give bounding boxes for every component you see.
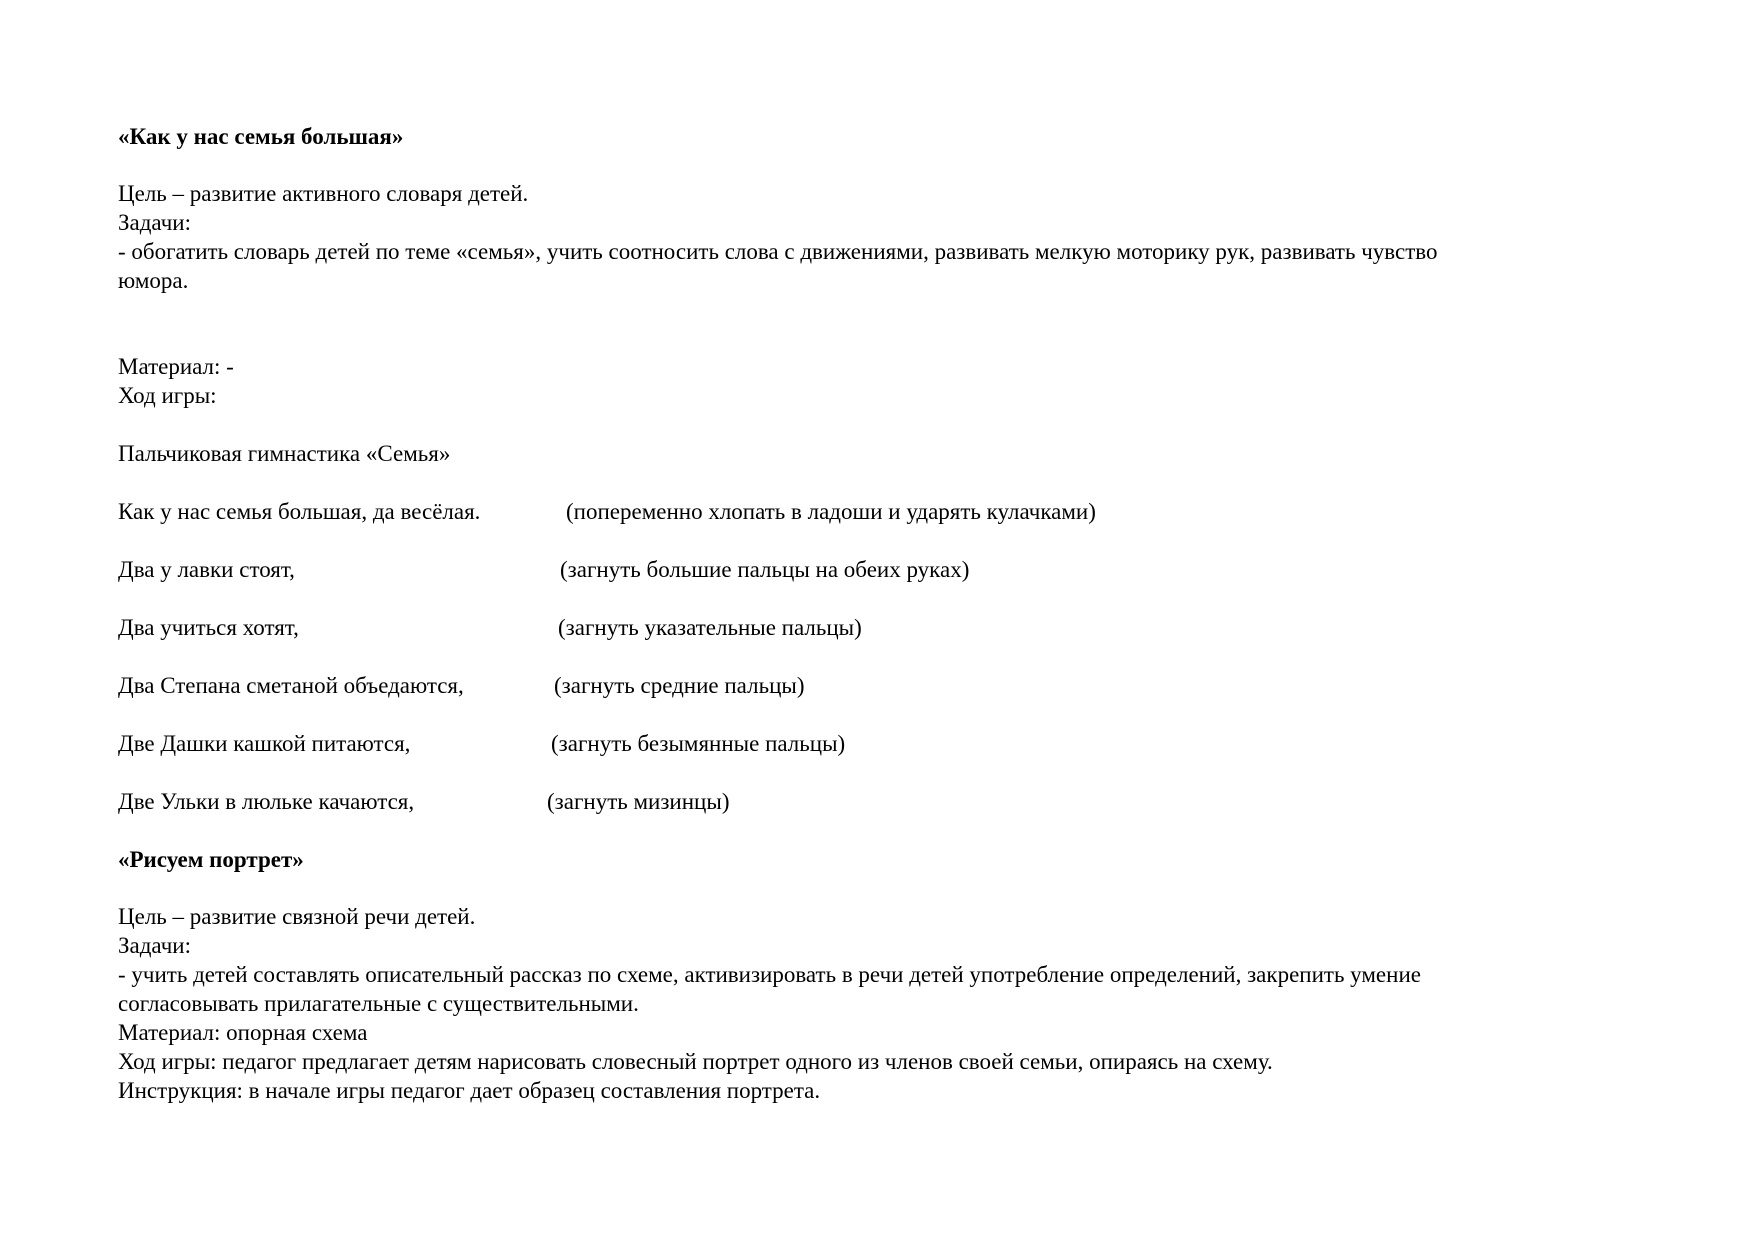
verse-text: Две Дашки кашкой питаются, — [118, 731, 411, 756]
game1-tasks-line2: юмора. — [118, 268, 189, 293]
game1-tasks-line1: - обогатить словарь детей по теме «семья», учить соотносить слова с движениями, развивать мелкую моторику рук, развивать чувство — [118, 239, 1438, 264]
game2-tasks-line2: согласовывать прилагательные с существительными. — [118, 991, 639, 1016]
verse-text: Два Степана сметаной объедаются, — [118, 673, 464, 698]
verse-text: Как у нас семья большая, да весёлая. — [118, 499, 481, 524]
verse-text: Два у лавки стоят, — [118, 557, 295, 582]
game2-procedure: Ход игры: педагог предлагает детям нарисовать словесный портрет одного из членов своей семьи, опираясь на схему. — [118, 1049, 1273, 1074]
game2-tasks-line1: - учить детей составлять описательный рассказ по схеме, активизировать в речи детей употребление определений, закрепить умение — [118, 962, 1421, 987]
game1-title: «Как у нас семья большая» — [118, 124, 404, 149]
verse-action: (загнуть средние пальцы) — [554, 673, 805, 698]
game1-material: Материал: - — [118, 354, 234, 379]
game2-goal: Цель – развитие связной речи детей. — [118, 904, 476, 929]
verse-action: (попеременно хлопать в ладоши и ударять кулачками) — [566, 499, 1096, 524]
game2-instruction: Инструкция: в начале игры педагог дает образец составления портрета. — [118, 1078, 821, 1103]
verse-action: (загнуть указательные пальцы) — [558, 615, 862, 640]
game1-tasks-label: Задачи: — [118, 210, 191, 235]
verse-text: Две Ульки в люльке качаются, — [118, 789, 415, 814]
game2-tasks-label: Задачи: — [118, 933, 191, 958]
verse-action: (загнуть большие пальцы на обеих руках) — [560, 557, 970, 582]
game2-title: «Рисуем портрет» — [118, 847, 304, 872]
verse-text: Два учиться хотят, — [118, 615, 299, 640]
game1-procedure: Ход игры: — [118, 383, 217, 408]
verse-action: (загнуть мизинцы) — [547, 789, 730, 814]
game2-material: Материал: опорная схема — [118, 1020, 368, 1045]
verse-action: (загнуть безымянные пальцы) — [551, 731, 846, 756]
gymnastics-title: Пальчиковая гимнастика «Семья» — [118, 441, 451, 466]
game1-goal: Цель – развитие активного словаря детей. — [118, 181, 529, 206]
